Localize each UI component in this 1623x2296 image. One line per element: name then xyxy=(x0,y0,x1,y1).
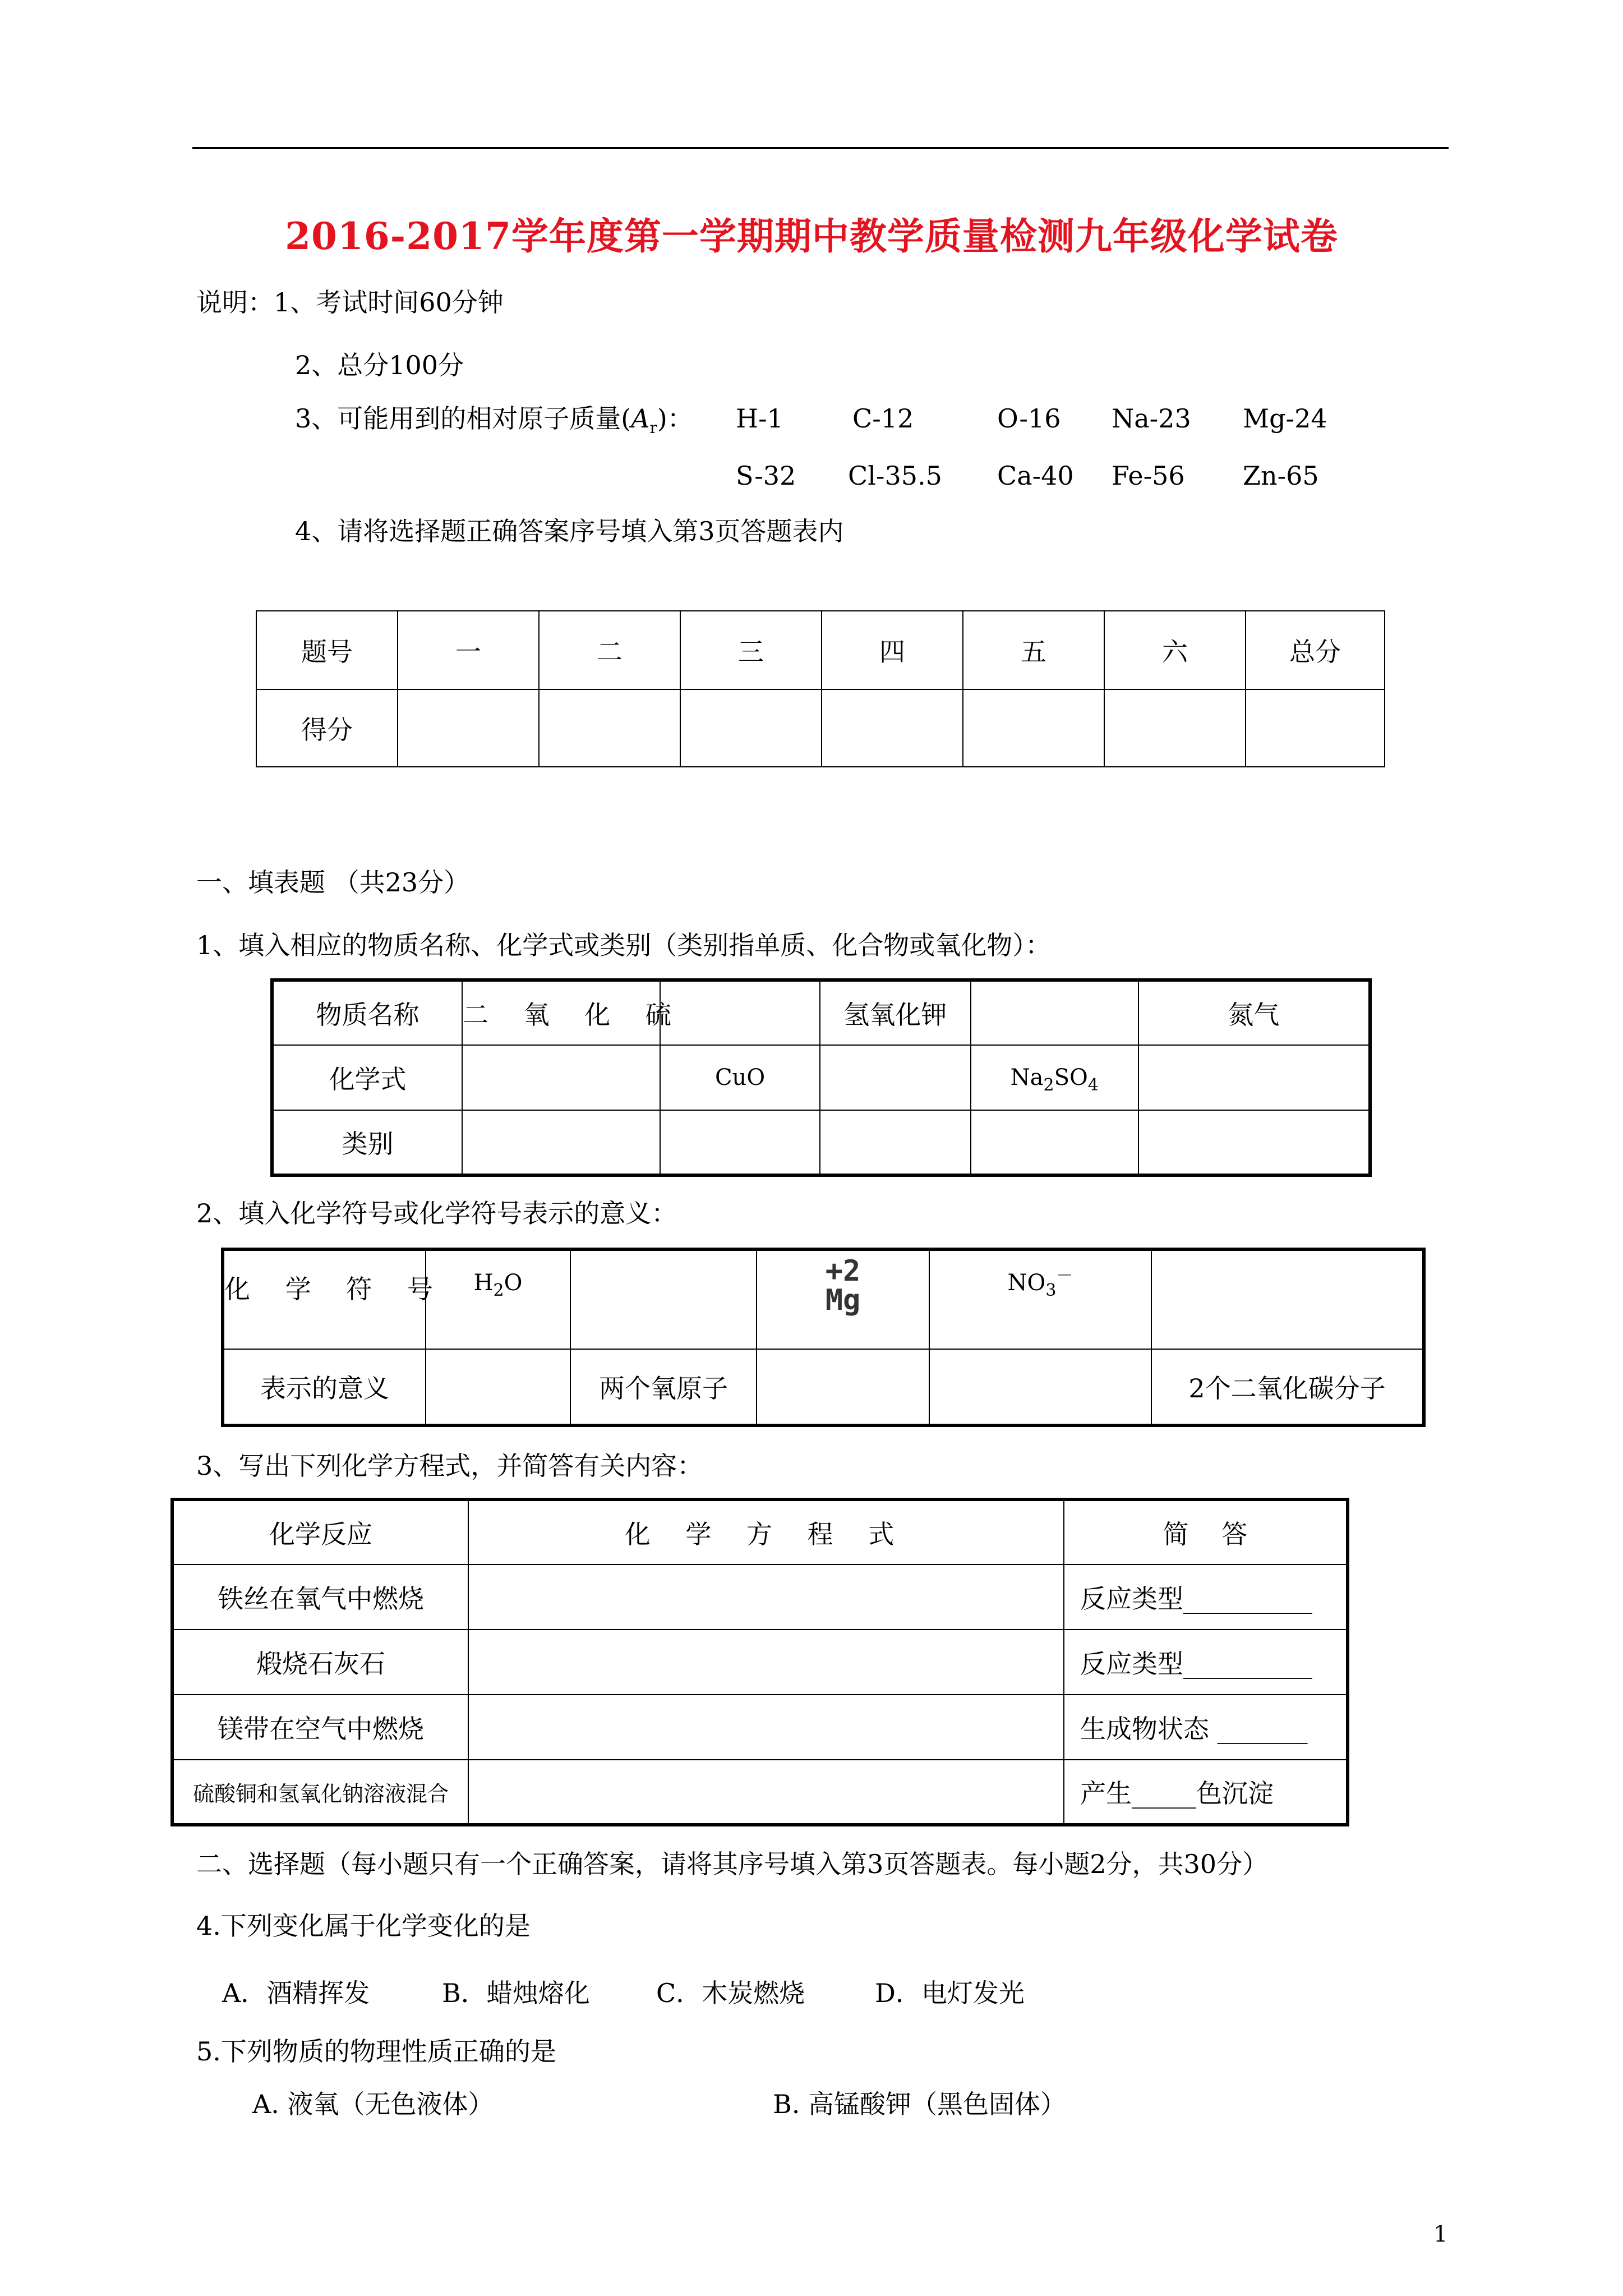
cell-two-oxygen-atoms: 两个氧原子 xyxy=(570,1349,757,1425)
row-label-symbol: 化 学 符 号 xyxy=(223,1249,426,1349)
score-cell[interactable] xyxy=(1104,689,1246,767)
symbol-row xyxy=(223,1249,1424,1349)
cell-two-co2-molecules: 2个二氧化碳分子 xyxy=(1151,1349,1424,1425)
q4-option-c[interactable]: C．木炭燃烧 xyxy=(656,1978,805,2008)
formula-part: Na xyxy=(1010,1065,1044,1091)
score-cell[interactable] xyxy=(1246,689,1385,767)
row-label-substance-name: 物质名称 xyxy=(272,980,462,1045)
brief-answer-cell[interactable]: 产生_____色沉淀 xyxy=(1064,1760,1348,1825)
score-table-header-row xyxy=(256,611,1385,689)
question-4: 4.下列变化属于化学变化的是 xyxy=(196,1911,531,1941)
score-header-cell: 四 xyxy=(822,611,963,689)
question-1: 1、填入相应的物质名称、化学式或类别（类别指单质、化合物或氧化物）： xyxy=(196,930,1052,960)
q5-option-a[interactable]: A. 液氧（无色液体） xyxy=(252,2089,494,2119)
answer-cell[interactable] xyxy=(971,1110,1138,1175)
answer-cell[interactable] xyxy=(462,1045,660,1110)
cell-nitrogen: 氮气 xyxy=(1138,980,1370,1045)
formula-part: O xyxy=(504,1270,523,1296)
header-equation: 化 学 方 程 式 xyxy=(468,1499,1064,1565)
question-2: 2、填入化学符号或化学符号表示的意义： xyxy=(196,1198,677,1228)
answer-cell[interactable] xyxy=(426,1349,570,1425)
row-label-meaning: 表示的意义 xyxy=(223,1349,426,1425)
note-line-4: 4、请将选择题正确答案序号填入第3页答题表内 xyxy=(295,516,844,546)
note-line-3-suffix: )： xyxy=(657,403,693,434)
row-label-formula: 化学式 xyxy=(272,1045,462,1110)
score-cell[interactable] xyxy=(963,689,1104,767)
score-header-cell: 题号 xyxy=(256,611,398,689)
formula-row xyxy=(272,1045,1370,1110)
equation-answer-cell[interactable] xyxy=(468,1695,1064,1760)
brief-answer-cell[interactable]: 反应类型__________ xyxy=(1064,1630,1348,1695)
equation-header-row xyxy=(172,1499,1348,1565)
q5-option-b[interactable]: B. 高锰酸钾（黑色固体） xyxy=(773,2089,1067,2119)
section-2-heading: 二、选择题（每小题只有一个正确答案，请将其序号填入第3页答题表。每小题2分，共30分） xyxy=(196,1849,1269,1879)
mass-zn: Zn-65 xyxy=(1243,461,1319,491)
score-header-cell: 六 xyxy=(1104,611,1246,689)
formula-charge: － xyxy=(1056,1266,1073,1286)
formula-part: SO xyxy=(1054,1065,1088,1091)
cell-no3 xyxy=(929,1249,1151,1349)
note-line-3-prefix: 3、可能用到的相对原子质量( xyxy=(295,403,631,434)
answer-cell[interactable] xyxy=(820,1110,971,1175)
formula-subscript: 2 xyxy=(1043,1075,1054,1095)
substance-name-row xyxy=(272,980,1370,1045)
note-line-2: 2、总分100分 xyxy=(295,350,464,380)
header-reaction: 化学反应 xyxy=(172,1499,468,1565)
answer-cell[interactable] xyxy=(1138,1110,1370,1175)
equation-row xyxy=(172,1695,1348,1760)
cell-h2o xyxy=(426,1249,570,1349)
row-label-category: 类别 xyxy=(272,1110,462,1175)
formula-part: H xyxy=(473,1270,494,1296)
q4-option-b[interactable]: B．蜡烛熔化 xyxy=(442,1978,590,2008)
cell-cuo: CuO xyxy=(660,1045,820,1110)
exam-title: 2016-2017学年度第一学期期中教学质量检测九年级化学试卷 xyxy=(285,214,1338,258)
answer-cell[interactable] xyxy=(820,1045,971,1110)
symbol-table xyxy=(221,1248,1426,1427)
score-table-score-row xyxy=(256,689,1385,767)
answer-cell[interactable] xyxy=(660,1110,820,1175)
q4-option-d[interactable]: D．电灯发光 xyxy=(875,1978,1025,2008)
reaction-cell: 硫酸铜和氢氧化钠溶液混合 xyxy=(172,1760,468,1825)
score-cell[interactable] xyxy=(822,689,963,767)
answer-cell[interactable] xyxy=(1138,1045,1370,1110)
section-1-heading: 一、填表题 （共23分） xyxy=(196,867,470,898)
mg-valence-symbol xyxy=(825,1254,861,1317)
q4-option-a[interactable]: A．酒精挥发 xyxy=(222,1978,370,2008)
mass-c: C-12 xyxy=(852,403,914,434)
reaction-cell: 煅烧石灰石 xyxy=(172,1630,468,1695)
formula-subscript: 2 xyxy=(493,1281,504,1300)
meaning-row xyxy=(223,1349,1424,1425)
mass-fe: Fe-56 xyxy=(1112,461,1185,491)
mass-s: S-32 xyxy=(736,461,796,491)
answer-cell[interactable] xyxy=(462,1110,660,1175)
cell-sulfur-dioxide: 二 氧 化 硫 xyxy=(462,980,660,1045)
answer-cell[interactable] xyxy=(570,1249,757,1349)
answer-cell[interactable] xyxy=(1151,1249,1424,1349)
note-line-3 xyxy=(295,403,693,437)
score-cell[interactable] xyxy=(398,689,539,767)
cell-na2so4 xyxy=(971,1045,1138,1110)
answer-cell[interactable] xyxy=(757,1349,929,1425)
equation-row xyxy=(172,1760,1348,1825)
formula-subscript: 4 xyxy=(1087,1075,1099,1095)
reaction-cell: 镁带在空气中燃烧 xyxy=(172,1695,468,1760)
score-table xyxy=(256,610,1385,767)
score-header-cell: 三 xyxy=(680,611,822,689)
ar-symbol: A xyxy=(631,403,650,434)
answer-cell[interactable] xyxy=(929,1349,1151,1425)
brief-answer-cell[interactable]: 生成物状态 _______ xyxy=(1064,1695,1348,1760)
equation-table xyxy=(170,1498,1349,1826)
score-cell[interactable] xyxy=(539,689,680,767)
cell-potassium-hydroxide: 氢氧化钾 xyxy=(820,980,971,1045)
score-header-cell: 总分 xyxy=(1246,611,1385,689)
score-row-label: 得分 xyxy=(256,689,398,767)
header-brief-answer: 简 答 xyxy=(1064,1499,1348,1565)
mass-cl: Cl-35.5 xyxy=(848,461,942,491)
formula-part: NO xyxy=(1007,1270,1046,1296)
top-rule xyxy=(192,147,1449,149)
mass-mg: Mg-24 xyxy=(1243,403,1327,434)
cell-mg-plus2 xyxy=(757,1249,929,1349)
mass-ca: Ca-40 xyxy=(997,461,1074,491)
category-row xyxy=(272,1110,1370,1175)
score-header-cell: 二 xyxy=(539,611,680,689)
substance-table xyxy=(270,978,1372,1177)
ar-subscript: r xyxy=(649,418,657,437)
score-header-cell: 五 xyxy=(963,611,1104,689)
answer-cell[interactable] xyxy=(971,980,1138,1045)
score-cell[interactable] xyxy=(680,689,822,767)
mg-element: Mg xyxy=(825,1283,861,1317)
reaction-cell: 铁丝在氧气中燃烧 xyxy=(172,1565,468,1630)
score-header-cell: 一 xyxy=(398,611,539,689)
equation-row xyxy=(172,1630,1348,1695)
equation-answer-cell[interactable] xyxy=(468,1630,1064,1695)
question-5: 5.下列物质的物理性质正确的是 xyxy=(196,2036,556,2067)
formula-subscript: 3 xyxy=(1045,1281,1057,1300)
mass-na: Na-23 xyxy=(1112,403,1191,434)
page-number: 1 xyxy=(1433,2221,1448,2247)
question-3: 3、写出下列化学方程式，并简答有关内容： xyxy=(196,1451,703,1481)
equation-row xyxy=(172,1565,1348,1630)
equation-answer-cell[interactable] xyxy=(468,1760,1064,1825)
mass-o: O-16 xyxy=(997,403,1061,434)
note-line-1: 说明：1、考试时间60分钟 xyxy=(196,287,504,318)
brief-answer-cell[interactable]: 反应类型__________ xyxy=(1064,1565,1348,1630)
mass-h: H-1 xyxy=(736,403,783,434)
mg-charge: +2 xyxy=(825,1254,861,1288)
equation-answer-cell[interactable] xyxy=(468,1565,1064,1630)
